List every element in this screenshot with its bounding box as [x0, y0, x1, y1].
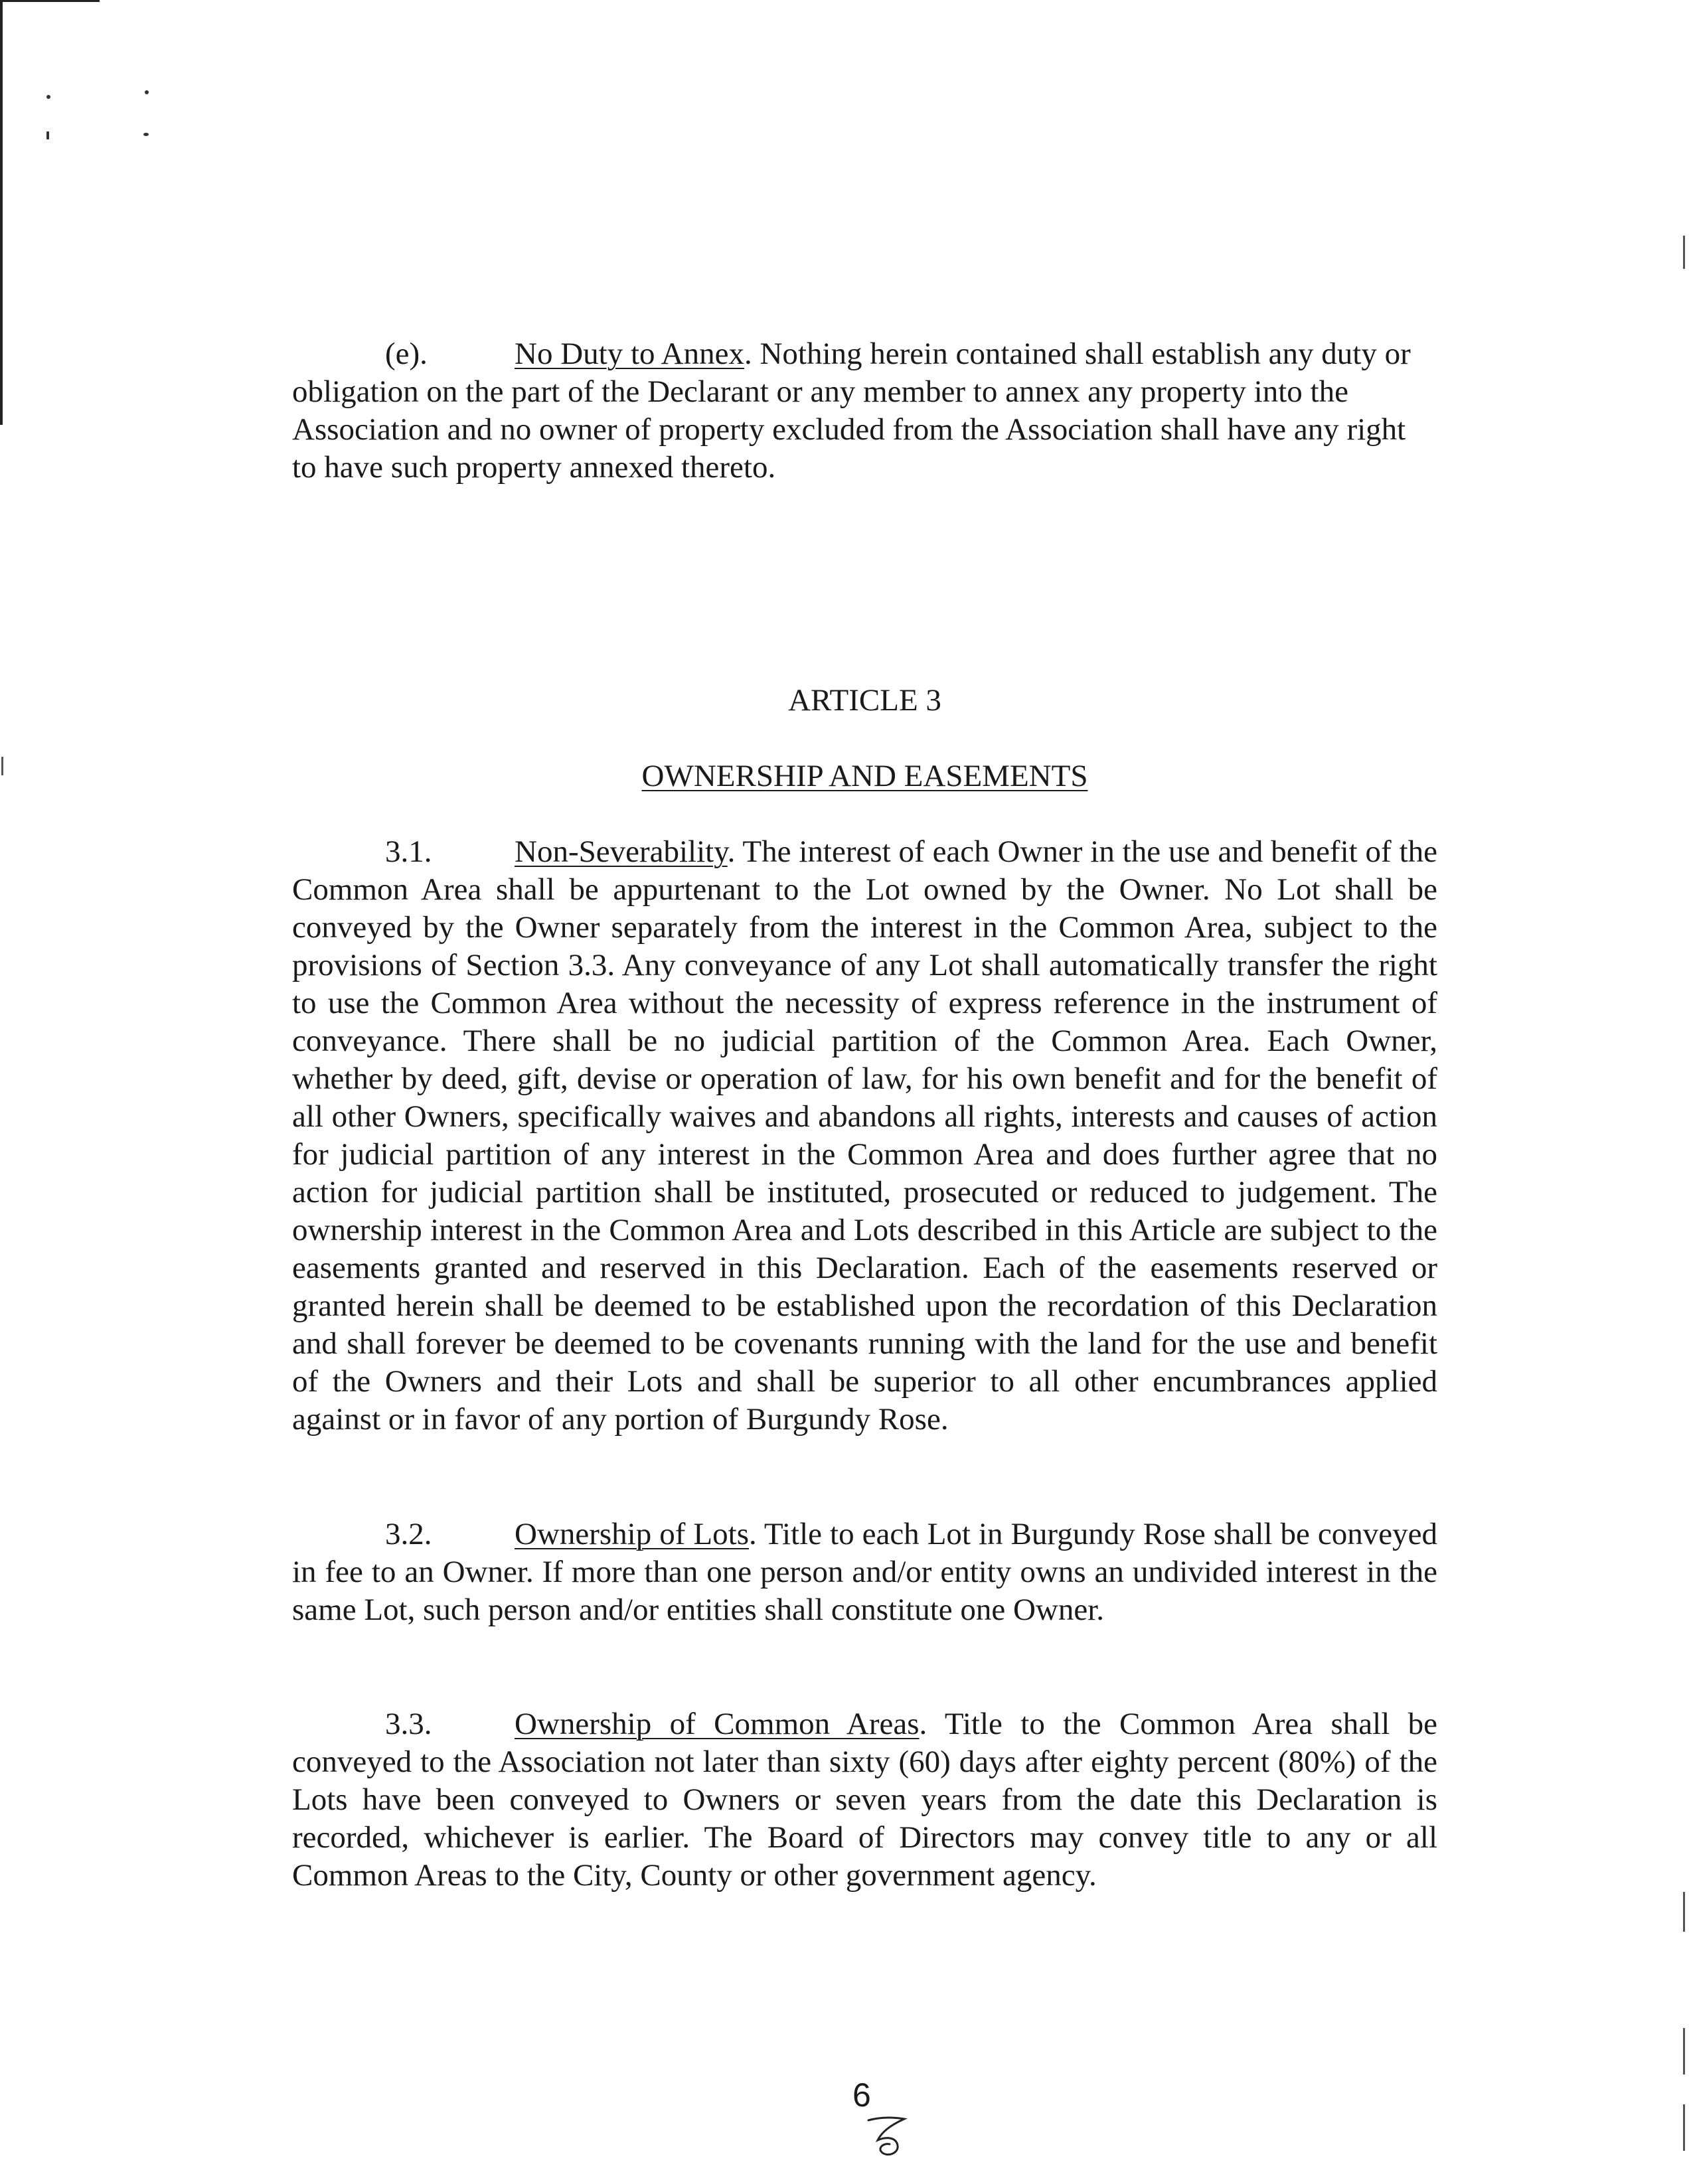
section-3-3-paragraph	[292, 1705, 1437, 1895]
section-3-1-heading: Non-Severability	[515, 834, 728, 869]
section-e-body: . Nothing herein contained shall establish any duty or obligation on the part of the Declarant or any member to annex any property into the Association and no owner of property excluded from the Association shall have any right to have such property annexed thereto.	[292, 337, 1411, 485]
scan-artifact-left-edge	[0, 0, 3, 425]
scan-artifact-right-tick	[1683, 236, 1685, 269]
section-3-2-paragraph	[292, 1516, 1437, 1629]
article-title	[292, 757, 1437, 795]
section-3-2-label: 3.2.	[385, 1517, 432, 1551]
scan-artifact-right-tick	[1683, 1892, 1685, 1932]
article-title-text: OWNERSHIP AND EASEMENTS	[641, 759, 1088, 793]
scan-speck	[145, 90, 149, 94]
scan-speck	[46, 131, 49, 139]
section-3-2-heading: Ownership of Lots	[515, 1517, 749, 1551]
article-number: ARTICLE 3	[788, 683, 941, 718]
section-3-1-paragraph	[292, 833, 1437, 1439]
section-3-3-label: 3.3.	[385, 1707, 432, 1741]
section-3-1-label: 3.1.	[385, 834, 432, 869]
scan-artifact-right-tick	[1683, 2028, 1685, 2074]
scan-artifact-right-tick	[1683, 2104, 1685, 2151]
section-e-heading: No Duty to Annex	[515, 337, 744, 371]
scan-speck	[46, 95, 50, 99]
scan-speck	[143, 133, 149, 136]
page-number: 6	[852, 2076, 871, 2114]
section-e-paragraph	[292, 335, 1437, 487]
scan-artifact-top-line	[0, 0, 100, 2]
section-3-3-heading: Ownership of Common Areas	[515, 1707, 920, 1741]
section-3-2-body: . Title to each Lot in Burgundy Rose shall be conveyed in fee to an Owner. If more than one person and/or entity owns an undivided interest in the same Lot, such person and/or entities shall constitute one Owner.	[292, 1517, 1437, 1627]
section-3-1-body: . The interest of each Owner in the use and benefit of the Common Area shall be appurtenant to the Lot owned by the Owner. No Lot shall be conveyed by the Owner separately from the interest in the Common Area, subject to the provisions of Section 3.3. Any conveyance of any Lot shall automatically transfer the right to use the Common Area without the necessity of express reference in the instrument of conveyance. There shall be no judicial partition of the Common Area. Each Owner, whether by deed, gift, devise or operation of law, for his own benefit and for the benefit of all other Owners, specifically waives and abandons all rights, interests and causes of action for judicial partition of any interest in the Common Area and does further agree that no action for judicial partition shall be instituted, prosecuted or reduced to judgement. The ownership interest in the Common Area and Lots described in this Article are subject to the easements granted and reserved in this Declaration. Each of the easements reserved or granted herein shall be deemed to be established upon the recordation of this Declaration and shall forever be deemed to be covenants running with the land for the use and benefit of the Owners and their Lots and shall be superior to all other encumbrances applied against or in favor of any portion of Burgundy Rose.	[292, 834, 1437, 1437]
handwritten-initial-icon	[863, 2111, 916, 2164]
section-e-label: (e).	[385, 337, 428, 371]
scan-artifact-left-tick	[1, 757, 3, 775]
section-3-3-body: . Title to the Common Area shall be conveyed to the Association not later than sixty (60) days after eighty percent (80%) of the Lots have been conveyed to Owners or seven years from the date this Declaration is recorded, whichever is earlier. The Board of Directors may convey title to any or all Common Areas to the City, County or other government agency.	[292, 1707, 1437, 1893]
